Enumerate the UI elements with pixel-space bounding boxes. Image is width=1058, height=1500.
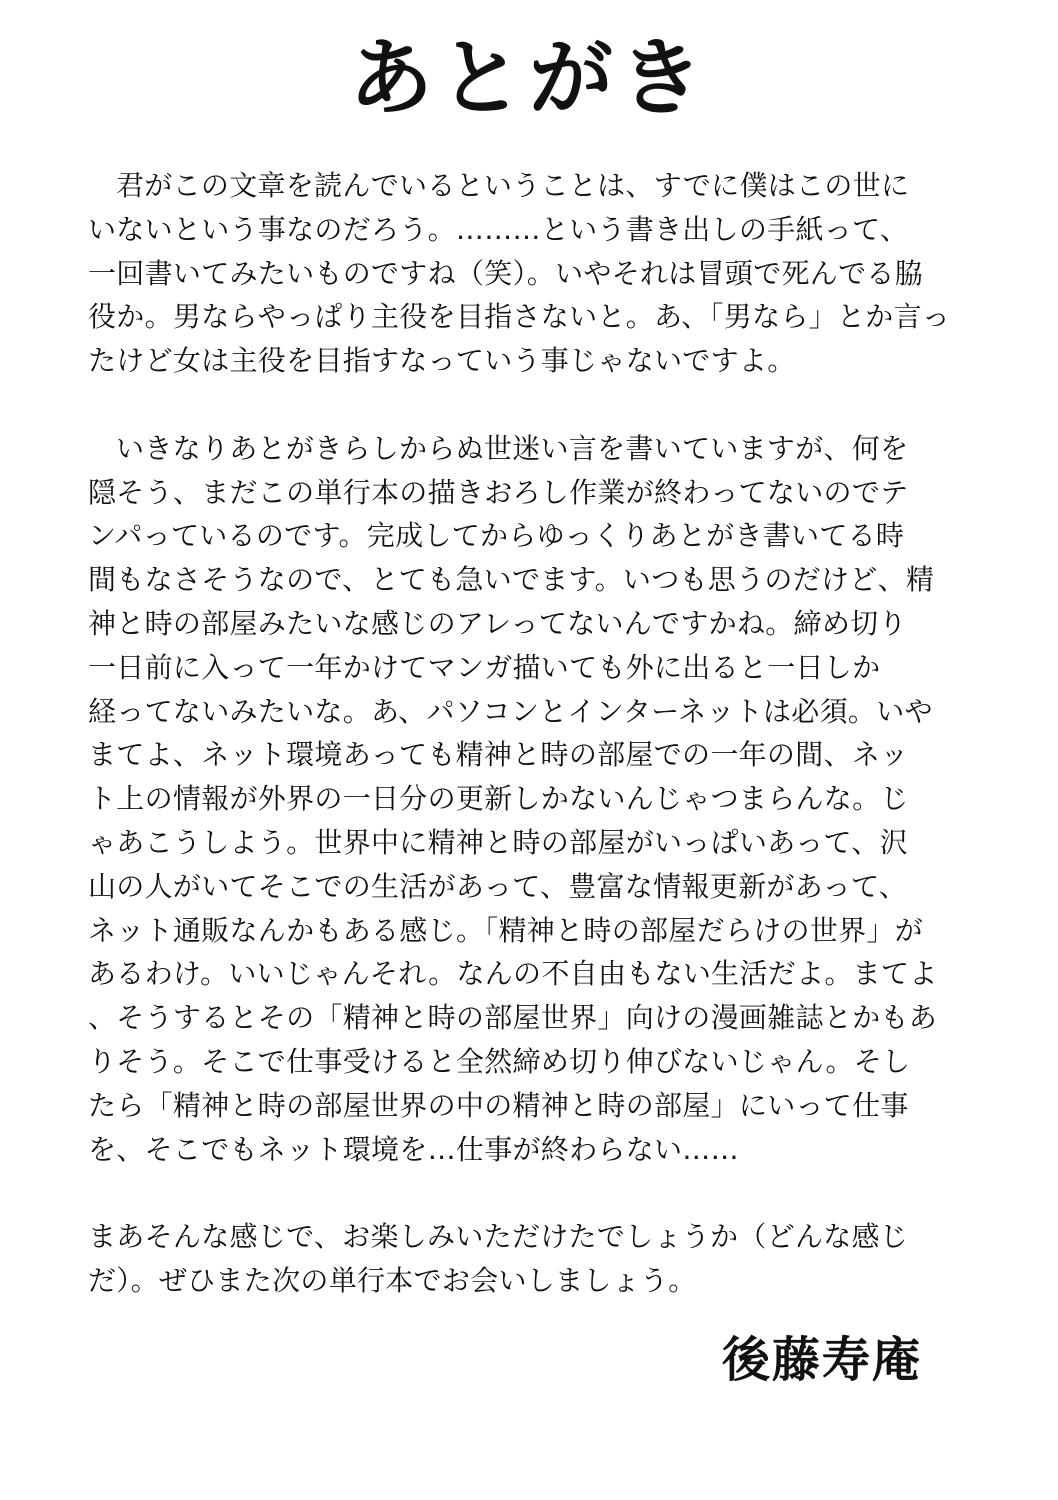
text-line: ンパっているのです。完成してからゆっくりあとがき書いてる時 xyxy=(88,519,905,553)
paragraph-1 xyxy=(88,164,960,383)
text-line: 役か。男ならやっぱり主役を目指さないと。あ、「男なら」とか言っ xyxy=(88,300,951,334)
text-line: 山の人がいてそこでの生活があって、豊富な情報更新があって、 xyxy=(88,869,908,903)
text-line: 、そうするとその「精神と時の部屋世界」向けの漫画雑誌とかもあ xyxy=(88,1001,938,1035)
paragraph-3 xyxy=(88,1215,960,1303)
author-signature: 後藤寿庵 xyxy=(721,1332,922,1388)
afterword-body xyxy=(88,164,960,1303)
text-line: 君がこの文章を読んでいるということは、すでに僕はこの世に xyxy=(116,169,910,202)
text-line: いないという事なのだろう。………という書き出しの手紙って、 xyxy=(88,212,909,246)
text-line: たら「精神と時の部屋世界の中の精神と時の部屋」にいって仕事 xyxy=(88,1088,909,1122)
text-line: ゃあこうしよう。世界中に精神と時の部屋がいっぱいあって、沢 xyxy=(88,825,908,859)
paragraph-2 xyxy=(88,427,960,1172)
page-title: あとがき xyxy=(348,28,709,127)
text-line: あるわけ。いいじゃんそれ。なんの不自由もない生活だよ。まてよ xyxy=(88,957,938,991)
text-line: たけど女は主役を目指すなっていう事じゃないですよ。 xyxy=(88,344,796,378)
text-line: 経ってないみたいな。あ、パソコンとインターネットは必須。いや xyxy=(88,694,933,728)
text-line: いきなりあとがきらしからぬ世迷い言を書いていますが、何を xyxy=(116,431,909,465)
text-line: まあそんな感じで、お楽しみいただけたでしょうか（どんな感じ xyxy=(88,1220,909,1254)
text-line: 一回書いてみたいものですね（笑）。いやそれは冒頭で死んでる脇 xyxy=(88,256,924,290)
text-line: ト上の情報が外界の一日分の更新しかないんじゃつまらんな。じ xyxy=(88,782,909,816)
text-line: だ）。ぜひまた次の単行本でお会いしましょう。 xyxy=(88,1263,697,1297)
text-line: 一日前に入って一年かけてマンガ描いても外に出ると一日しか xyxy=(88,650,881,684)
text-line: 間もなさそうなので、とても急いでます。いつも思うのだけど、精 xyxy=(88,563,935,597)
text-line: 神と時の部屋みたいな感じのアレってないんですかね。締め切り xyxy=(88,606,907,640)
paragraph-gap xyxy=(88,383,960,427)
text-line: りそう。そこで仕事受けると全然締め切り伸びないじゃん。そし xyxy=(88,1044,911,1078)
text-line: まてよ、ネット環境あっても精神と時の部屋での一年の間、ネッ xyxy=(88,738,909,772)
paragraph-gap xyxy=(88,1171,960,1215)
text-line: 隠そう、まだこの単行本の描きおろし作業が終わってないのでテ xyxy=(88,475,909,509)
text-line: を、そこでもネット環境を…仕事が終わらない…… xyxy=(88,1132,739,1166)
text-line: ネット通販なんかもある感じ。「精神と時の部屋だらけの世界」が xyxy=(88,913,924,947)
